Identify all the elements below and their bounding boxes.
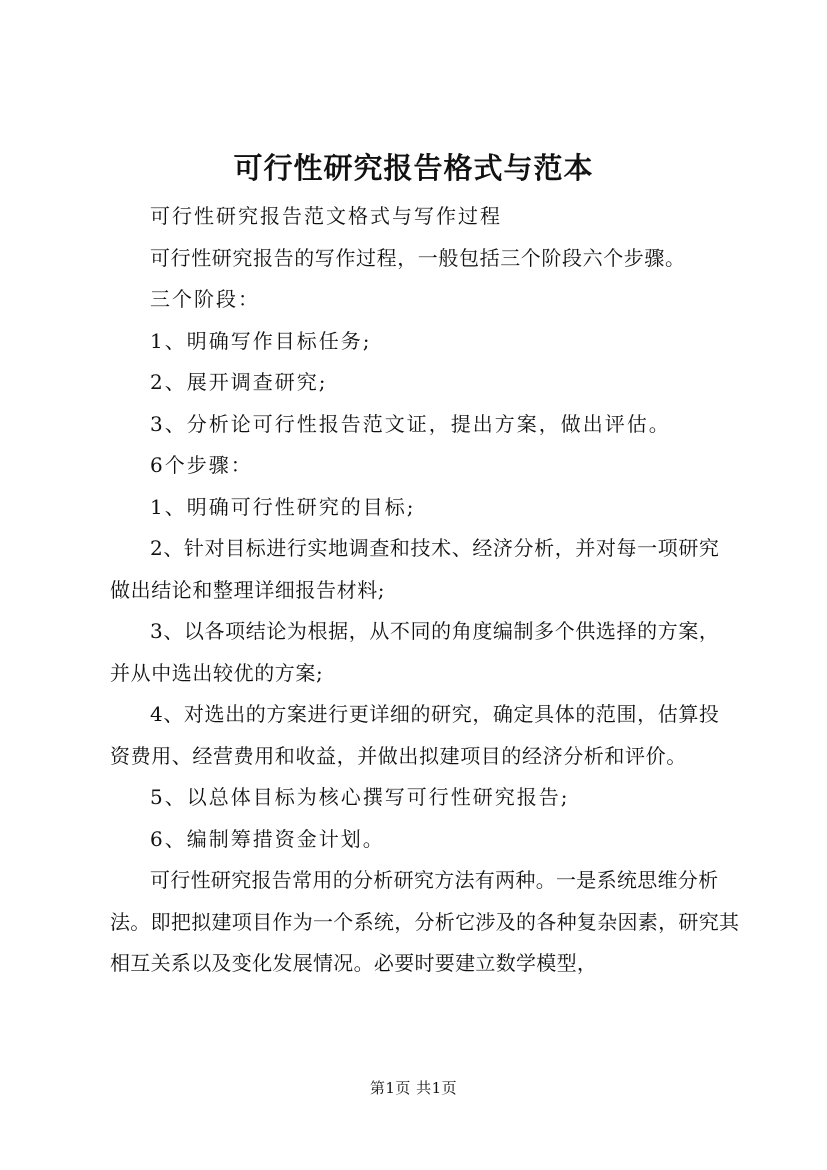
paragraph-methods: 可行性研究报告常用的分析研究方法有两种。一是系统思维分析法。即把拟建项目作为一个系统，分析它涉及的各种复杂因素，研究其相互关系以及变化发展情况。必要时要建立数学模型， xyxy=(110,868,740,975)
document-body xyxy=(110,196,740,985)
paragraph-six-steps-heading: 6个步骤： xyxy=(150,453,253,477)
page-number-footer: 第1页 共1页 xyxy=(369,1079,458,1097)
paragraph-step-6: 6、编制筹措资金计划。 xyxy=(150,826,385,851)
document-title: 可行性研究报告格式与范本 xyxy=(233,151,594,185)
paragraph-step-4: 4、对选出的方案进行更详细的研究，确定具体的范围，估算投资费用、经营费用和收益，并做出拟建项目的经济分析和评价。 xyxy=(110,702,720,768)
paragraph-stage-2: 2、展开调查研究; xyxy=(150,370,328,394)
paragraph-writing-process: 可行性研究报告的写作过程，一般包括三个阶段六个步骤。 xyxy=(150,245,686,270)
paragraph-stage-1: 1、明确写作目标任务; xyxy=(150,328,372,353)
paragraph-step-1: 1、明确可行性研究的目标; xyxy=(150,494,416,519)
paragraph-stage-3: 3、分析论可行性报告范文证，提出方案，做出评估。 xyxy=(150,411,671,436)
paragraph-step-5: 5、以总体目标为核心撰写可行性研究报告; xyxy=(150,785,570,809)
paragraph-three-stages-heading: 三个阶段： xyxy=(150,287,260,311)
paragraph-subtitle: 可行性研究报告范文格式与写作过程 xyxy=(150,204,502,228)
paragraph-step-2: 2、针对目标进行实地调查和技术、经济分析，并对每一项研究做出结论和整理详细报告材料; xyxy=(110,536,720,602)
paragraph-step-3: 3、以各项结论为根据，从不同的角度编制多个供选择的方案，并从中选出较优的方案; xyxy=(110,619,720,685)
